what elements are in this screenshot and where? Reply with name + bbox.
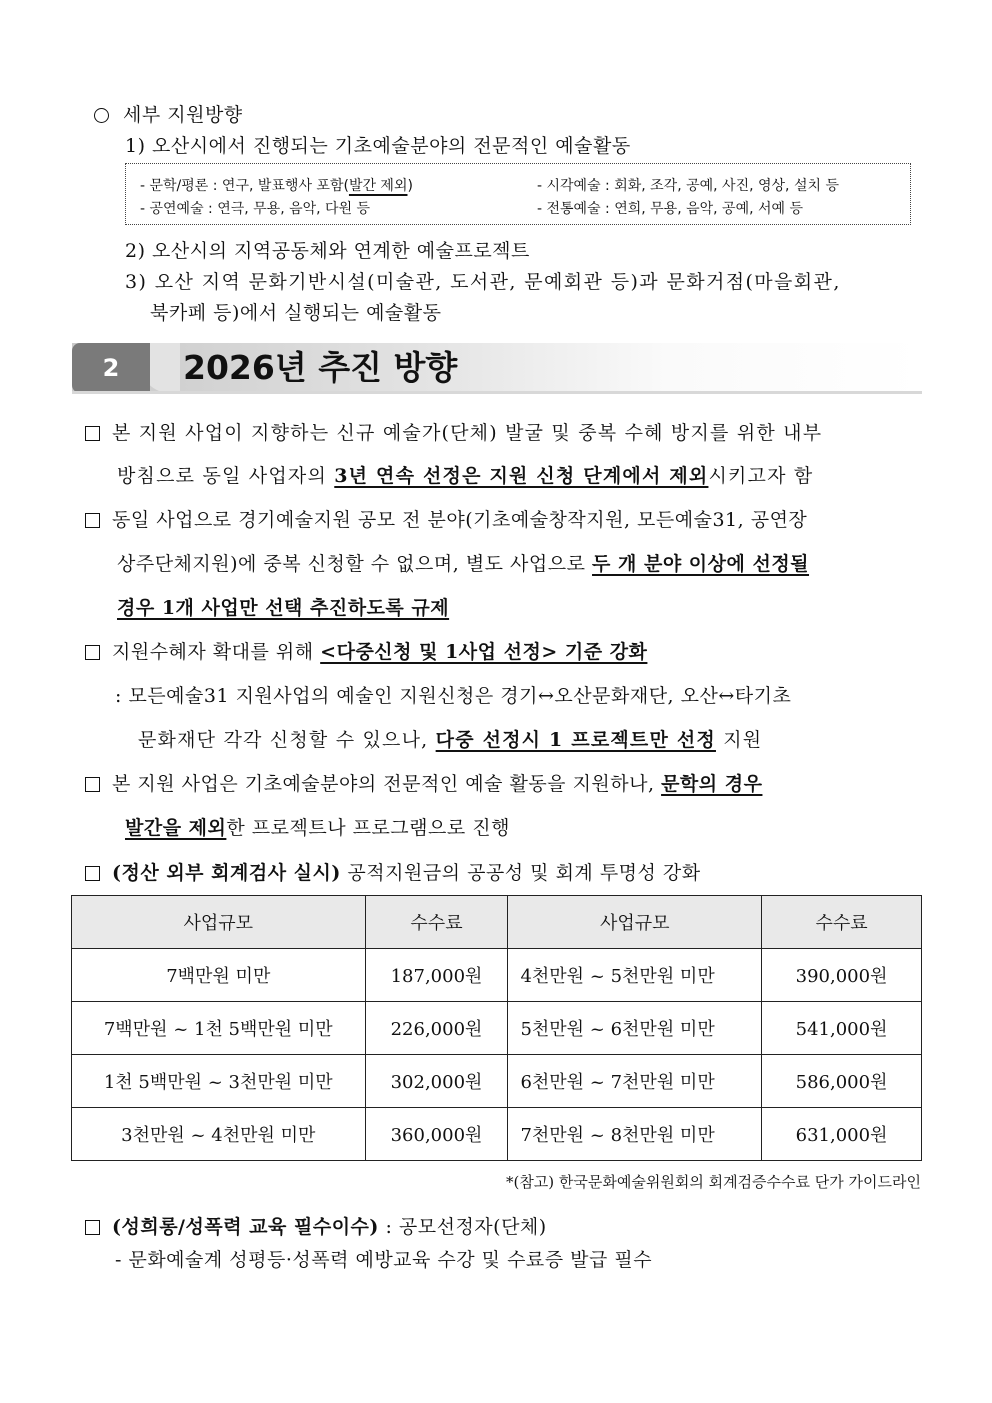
bullet-4-emphasis-2: 발간을 제외: [125, 817, 227, 839]
bullet-1-text-2b: 시키고자 함: [708, 465, 814, 487]
table-cell: 390,000원: [762, 949, 922, 1002]
header-fee-2: 수수료: [762, 896, 922, 949]
box-right-1: - 시각예술 : 회화, 조각, 공예, 사진, 영상, 설치 등: [537, 178, 839, 194]
bullet-6-sub: - 문화예술계 성평등·성폭력 예방교육 수강 및 수료증 발급 필수: [115, 1249, 653, 1271]
bullet-4-line-1: [85, 769, 762, 796]
table-cell: 7백만원 ~ 1천 5백만원 미만: [72, 1002, 366, 1055]
table-cell: 7천만원 ~ 8천만원 미만: [508, 1108, 762, 1161]
bullet-4-text-1: 본 지원 사업은 기초예술분야의 전문적인 예술 활동을 지원하나,: [112, 773, 662, 795]
table-cell: 226,000원: [365, 1002, 508, 1055]
table-cell: 4천만원 ~ 5천만원 미만: [508, 949, 762, 1002]
bullet-2-text-2a: 상주단체지원)에 중복 신청할 수 없으며, 별도 사업으로: [117, 553, 593, 575]
bullet-2-line-3: [117, 593, 449, 620]
bullet-6-text: : 공모선정자(단체): [378, 1216, 547, 1238]
intro-heading-text: 세부 지원방향: [123, 104, 243, 126]
section-number: 2: [72, 343, 150, 393]
bullet-1-line-2: [117, 461, 813, 488]
bullet-6-bold: (성희롱/성폭력 교육 필수이수): [112, 1216, 379, 1238]
checkbox-square-icon: [85, 777, 100, 792]
intro-item-3b: 북카페 등)에서 실행되는 예술활동: [150, 302, 442, 324]
bullet-3-line-1: [85, 637, 647, 664]
bullet-1-text-1: 본 지원 사업이 지향하는 신규 예술가(단체) 발굴 및 중복 수혜 방지를 위한 내부: [112, 422, 823, 444]
box-right-2: - 전통예술 : 연희, 무용, 음악, 공예, 서예 등: [537, 201, 804, 217]
bullet-2-text-1: 동일 사업으로 경기예술지원 공모 전 분야(기초예술창작지원, 모든예술31, 공연장: [112, 509, 808, 531]
bullet-1-line-1: [85, 418, 822, 445]
intro-item-3a: 3) 오산 지역 문화기반시설(미술관, 도서관, 문예회관 등)과 문화거점(마을회관,: [125, 271, 841, 293]
table-cell: 541,000원: [762, 1002, 922, 1055]
table-cell: 7백만원 미만: [72, 949, 366, 1002]
bullet-2-line-2: [117, 549, 809, 576]
section-title: 2026년 추진 방향: [183, 348, 458, 387]
table-cell: 3천만원 ~ 4천만원 미만: [72, 1108, 366, 1161]
bullet-5-bold: (정산 외부 회계검사 실시): [112, 862, 341, 884]
table-cell: 302,000원: [365, 1055, 508, 1108]
intro-heading: [94, 100, 243, 127]
table-row: [72, 949, 922, 1002]
table-row: [72, 1108, 922, 1161]
bullet-2-emphasis-1: 두 개 분야 이상에 선정될: [592, 553, 810, 575]
table-row: [72, 1002, 922, 1055]
header-fee-1: 수수료: [365, 896, 508, 949]
bullet-2-line-1: [85, 505, 807, 532]
table-cell: 586,000원: [762, 1055, 922, 1108]
box-left-2: - 공연예술 : 연극, 무용, 음악, 다원 등: [140, 201, 371, 217]
bullet-3-line-2: : 모든예술31 지원사업의 예술인 지원신청은 경기↔오산문화재단, 오산↔타기초: [115, 685, 792, 707]
box-left-1: [140, 175, 413, 195]
table-cell: 6천만원 ~ 7천만원 미만: [508, 1055, 762, 1108]
circle-bullet-icon: [94, 108, 109, 123]
bullet-4-line-2: [125, 813, 510, 840]
bullet-3-emphasis-1: <다중신청 및 1사업 선정> 기준 강화: [320, 641, 648, 663]
checkbox-square-icon: [85, 645, 100, 660]
intro-item-2: 2) 오산시의 지역공동체와 연계한 예술프로젝트: [125, 240, 530, 262]
bullet-5-text: 공적지원금의 공공성 및 회계 투명성 강화: [340, 862, 701, 884]
checkbox-square-icon: [85, 866, 100, 881]
table-cell: 631,000원: [762, 1108, 922, 1161]
bullet-3-text-1: 지원수혜자 확대를 위해: [112, 641, 321, 663]
section-underline: [72, 391, 922, 394]
checkbox-square-icon: [85, 513, 100, 528]
box-left-1-b: ): [407, 178, 413, 194]
bullet-3-text-3a: 문화재단 각각 신청할 수 있으나,: [138, 729, 436, 751]
bullet-3-text-3b: 지원: [715, 729, 763, 751]
box-left-1-a: - 문학/평론 : 연구, 발표행사 포함(: [140, 178, 349, 194]
table-cell: 5천만원 ~ 6천만원 미만: [508, 1002, 762, 1055]
table-header-row: [72, 896, 922, 949]
header-scale-2: 사업규모: [508, 896, 762, 949]
table-cell: 187,000원: [365, 949, 508, 1002]
checkbox-square-icon: [85, 1220, 100, 1235]
bullet-2-emphasis-2: 경우 1개 사업만 선택 추진하도록 규제: [117, 597, 450, 619]
box-left-1-underline: 발간 제외: [348, 178, 408, 194]
table-cell: 1천 5백만원 ~ 3천만원 미만: [72, 1055, 366, 1108]
bullet-3-emphasis-2: 다중 선정시 1 프로젝트만 선정: [435, 729, 716, 751]
bullet-4-text-2: 한 프로젝트나 프로그램으로 진행: [226, 817, 510, 839]
bullet-4-emphasis-1: 문학의 경우: [661, 773, 763, 795]
table-row: [72, 1055, 922, 1108]
table-cell: 360,000원: [365, 1108, 508, 1161]
checkbox-square-icon: [85, 426, 100, 441]
bullet-1-emphasis: 3년 연속 선정은 지원 신청 단계에서 제외: [334, 465, 709, 487]
bullet-1-text-2a: 방침으로 동일 사업자의: [117, 465, 335, 487]
bullet-6-line-1: [85, 1212, 547, 1239]
header-scale-1: 사업규모: [72, 896, 366, 949]
fee-table: [71, 895, 922, 1161]
bullet-5-line-1: [85, 858, 701, 885]
bullet-3-line-3: [138, 725, 762, 752]
table-note: *(참고) 한국문화예술위원회의 회계검증수수료 단가 가이드라인: [505, 1173, 921, 1191]
intro-item-1: 1) 오산시에서 진행되는 기초예술분야의 전문적인 예술활동: [125, 135, 631, 157]
